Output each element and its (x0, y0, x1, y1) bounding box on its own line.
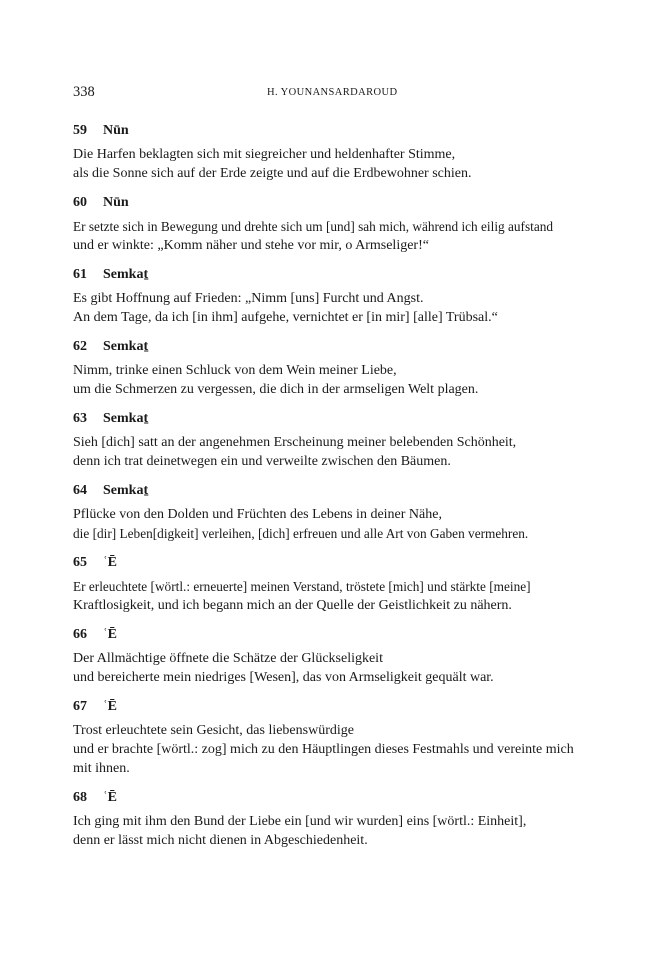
stanza-68 (73, 789, 588, 850)
stanza-heading (73, 698, 588, 716)
stanza-letter: Nūn (103, 195, 129, 210)
stanza-line: denn er lässt mich nicht dienen in Abgeschiedenheit. (73, 833, 368, 848)
stanza-letter: Semkaṯ (103, 339, 149, 354)
stanza-letter: Nūn (103, 123, 129, 138)
stanza-number: 61 (73, 267, 87, 282)
stanza-line: Kraftlosigkeit, und ich begann mich an der Quelle der Geistlichkeit zu nähern. (73, 598, 512, 613)
stanza-line: Nimm, trinke einen Schluck von dem Wein meiner Liebe, (73, 363, 397, 378)
stanza-line: Er setzte sich in Bewegung und drehte sich um [und] sah mich, während ich eilig aufstand (73, 219, 554, 234)
stanza-letter: ʿĒ (103, 555, 117, 570)
stanza-heading (73, 410, 588, 428)
stanza-number: 65 (73, 555, 87, 570)
running-head (73, 84, 588, 104)
stanza-number: 62 (73, 339, 87, 354)
stanza-66 (73, 626, 588, 687)
stanza-line: um die Schmerzen zu vergessen, die dich in der armseligen Welt plagen. (73, 382, 479, 397)
stanza-line: An dem Tage, da ich [in ihm] aufgehe, vernichtet er [in mir] [alle] Trübsal.“ (73, 310, 498, 325)
stanza-60 (73, 194, 588, 255)
stanza-letter: ʿĒ (103, 699, 117, 714)
stanza-line: als die Sonne sich auf der Erde zeigte und auf die Erdbewohner schien. (73, 166, 472, 181)
stanza-line: Ich ging mit ihm den Bund der Liebe ein [und wir wurden] eins [wörtl.: Einheit], (73, 814, 527, 829)
stanza-number: 60 (73, 195, 87, 210)
stanza-line: Trost erleuchtete sein Gesicht, das liebenswürdige (73, 723, 354, 738)
stanza-number: 67 (73, 699, 87, 714)
stanza-62 (73, 338, 588, 399)
page-number: 338 (73, 84, 95, 100)
stanza-letter: Semkaṯ (103, 483, 149, 498)
stanza-letter: Semkaṯ (103, 267, 149, 282)
stanza-59 (73, 122, 588, 183)
stanza-line: Er erleuchtete [wörtl.: erneuerte] meinen Verstand, tröstete [mich] und stärkte [meine] (73, 579, 531, 594)
stanza-line: Die Harfen beklagten sich mit siegreicher und heldenhafter Stimme, (73, 147, 456, 162)
stanza-61 (73, 266, 588, 327)
stanza-heading (73, 626, 588, 644)
running-head-author: H. YOUNANSARDAROUD (267, 87, 398, 98)
stanza-number: 63 (73, 411, 87, 426)
stanza-line: Sieh [dich] satt an der angenehmen Erscheinung meiner belebenden Schönheit, (73, 435, 517, 450)
stanza-63 (73, 410, 588, 471)
stanza-67 (73, 698, 588, 778)
stanza-heading (73, 482, 588, 500)
stanza-number: 68 (73, 790, 87, 805)
stanza-line: und er winkte: „Komm näher und stehe vor mir, o Armseliger!“ (73, 238, 429, 253)
stanza-64 (73, 482, 588, 543)
stanza-letter: ʿĒ (103, 790, 117, 805)
stanza-line: die [dir] Leben[digkeit] verleihen, [dich] erfreuen und alle Art von Gaben vermehren. (73, 526, 529, 541)
stanza-line: Pflücke von den Dolden und Früchten des Lebens in deiner Nähe, (73, 507, 442, 522)
stanza-letter: Semkaṯ (103, 411, 149, 426)
stanza-line: denn ich trat deinetwegen ein und verweilte zwischen den Bäumen. (73, 454, 451, 469)
stanza-65 (73, 554, 588, 615)
stanza-line: Der Allmächtige öffnete die Schätze der Glückseligkeit (73, 651, 383, 666)
stanza-heading (73, 122, 588, 140)
stanza-line: und er brachte [wörtl.: zog] mich zu den Häuptlingen dieses Festmahls und vereinte mich mit ihnen. (73, 742, 574, 776)
stanza-heading (73, 194, 588, 212)
stanza-heading (73, 266, 588, 284)
stanza-line: und bereicherte mein niedriges [Wesen], das von Armseligkeit gequält war. (73, 670, 494, 685)
stanza-list (73, 122, 588, 850)
stanza-number: 66 (73, 627, 87, 642)
stanza-heading (73, 789, 588, 807)
page (73, 84, 588, 861)
stanza-line: Es gibt Hoffnung auf Frieden: „Nimm [uns] Furcht und Angst. (73, 291, 424, 306)
stanza-number: 64 (73, 483, 87, 498)
stanza-number: 59 (73, 123, 87, 138)
stanza-heading (73, 338, 588, 356)
stanza-letter: ʿĒ (103, 627, 117, 642)
stanza-heading (73, 554, 588, 572)
